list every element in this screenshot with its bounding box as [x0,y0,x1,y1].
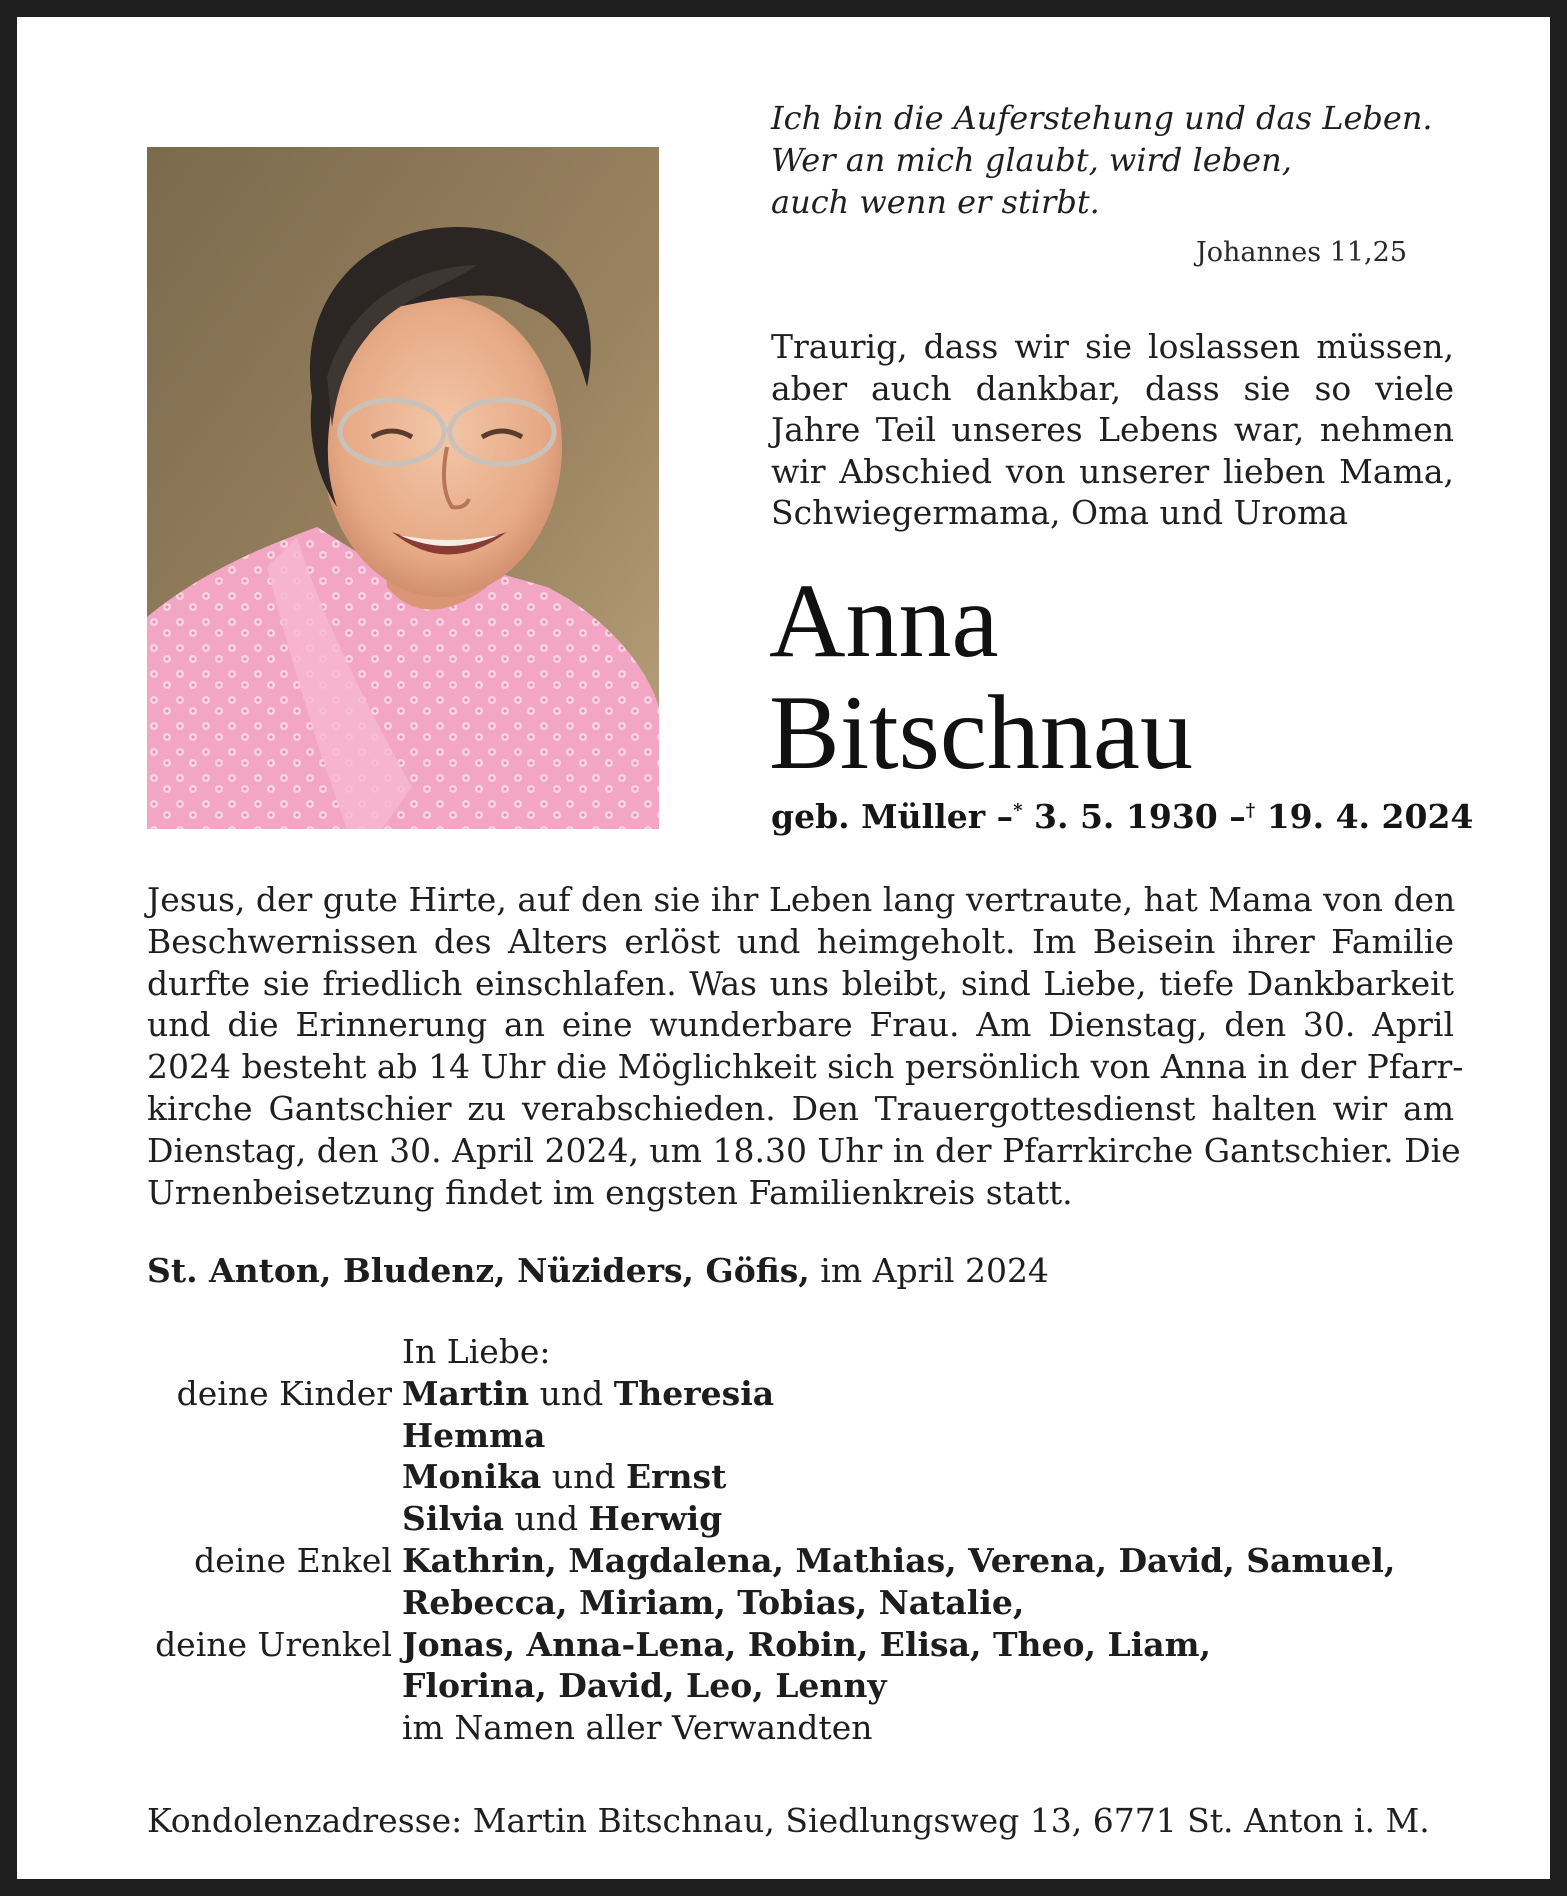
family-row [147,1415,1467,1457]
grandchildren-label: deine Enkel [194,1540,392,1580]
quote-line: Wer an mich glaubt, wird leben, [771,141,1292,179]
intro-text [771,326,1454,534]
family-list [147,1331,1467,1749]
date: im April 2024 [820,1251,1049,1290]
body-line: Beschwernissen des Alters erlöst und heimgeholt. Im Beisein ihrer Familie [147,921,1454,961]
dash: – [996,797,1014,836]
family-row [147,1540,1467,1582]
bible-quote [771,97,1431,223]
child-entry: Hemma [402,1415,546,1455]
deceased-name [769,562,1193,791]
relatives-note: im Namen aller Verwandten [402,1708,873,1748]
birth-date: 3. 5. 1930 [1034,797,1218,836]
great-grandchildren-names: Jonas, Anna-Lena, Robin, Elisa, Theo, Liam, [402,1624,1212,1664]
first-name: Anna [769,562,999,679]
family-row [147,1498,1467,1540]
family-row [147,1624,1467,1666]
family-row [147,1456,1467,1498]
birth-symbol: * [1013,800,1023,821]
quote-line: Ich bin die Auferstehung und das Leben. [771,99,1433,137]
intro-line: Schwiegermama, Oma und Uroma [771,493,1349,532]
born-name: geb. Müller [771,797,986,836]
life-dates [771,797,1474,836]
family-row [147,1373,1467,1415]
towns: St. Anton, Bludenz, Nüziders, Göfis, [147,1251,810,1290]
last-name: Bitschnau [769,674,1193,791]
death-date: 19. 4. 2024 [1266,797,1474,836]
condolence-address: Kondolenzadresse: Martin Bitschnau, Siedlungsweg 13, 6771 St. Anton i. M. [147,1801,1430,1840]
dash: – [1229,797,1246,836]
great-grandchildren-label: deine Urenkel [155,1624,392,1664]
intro-line: aber auch dankbar, dass sie so viele [771,368,1454,408]
child-entry: Martin und Theresia [402,1373,775,1413]
grandchildren-names: Kathrin, Magdalena, Mathias, Verena, David, Samuel, [402,1540,1396,1580]
family-row [147,1707,1467,1749]
body-text [147,879,1464,1213]
body-line: Dienstag, den 30. April 2024, um 18.30 Uhr in der Pfarrkirche Gantschier. Die [147,1130,1461,1170]
child-entry: Monika und Ernst [402,1457,727,1497]
grandchildren-names: Rebecca, Miriam, Tobias, Natalie, [402,1582,1025,1622]
child-entry: Silvia und Herwig [402,1499,723,1539]
great-grandchildren-names: Florina, David, Leo, Lenny [402,1666,887,1706]
intro-line: Jahre Teil unseres Lebens war, nehmen [771,410,1454,449]
quote-line: auch wenn er stirbt. [771,183,1100,221]
body-line: 2024 besteht ab 14 Uhr die Möglichkeit sich persönlich von Anna in der Pfarr- [147,1047,1464,1087]
quote-reference: Johannes 11,25 [1195,237,1407,268]
body-line: kirche Gantschier zu verabschieden. Den Trauergottesdienst halten wir am [147,1088,1454,1128]
portrait-photo [147,147,659,829]
intro-line: Traurig, dass wir sie loslassen müssen, [771,327,1454,366]
greeting: In Liebe: [402,1332,551,1371]
family-row [147,1331,1467,1373]
death-symbol: † [1245,800,1256,821]
family-row [147,1665,1467,1707]
portrait-illustration [147,147,659,829]
body-line: durfte sie friedlich einschlafen. Was uns bleibt, sind Liebe, tiefe Dankbarkeit [147,963,1454,1003]
intro-line: wir Abschied von unserer lieben Mama, [771,451,1454,491]
body-line: Jesus, der gute Hirte, auf den sie ihr Leben lang vertraute, hat Mama von den [147,880,1456,919]
family-row [147,1582,1467,1624]
children-label: deine Kinder [176,1373,392,1413]
body-line: Urnenbeisetzung findet im engsten Familienkreis statt. [147,1172,1073,1212]
body-line: und die Erinnerung an eine wunderbare Frau. Am Dienstag, den 30. April [147,1005,1454,1045]
place-date [147,1251,1049,1290]
